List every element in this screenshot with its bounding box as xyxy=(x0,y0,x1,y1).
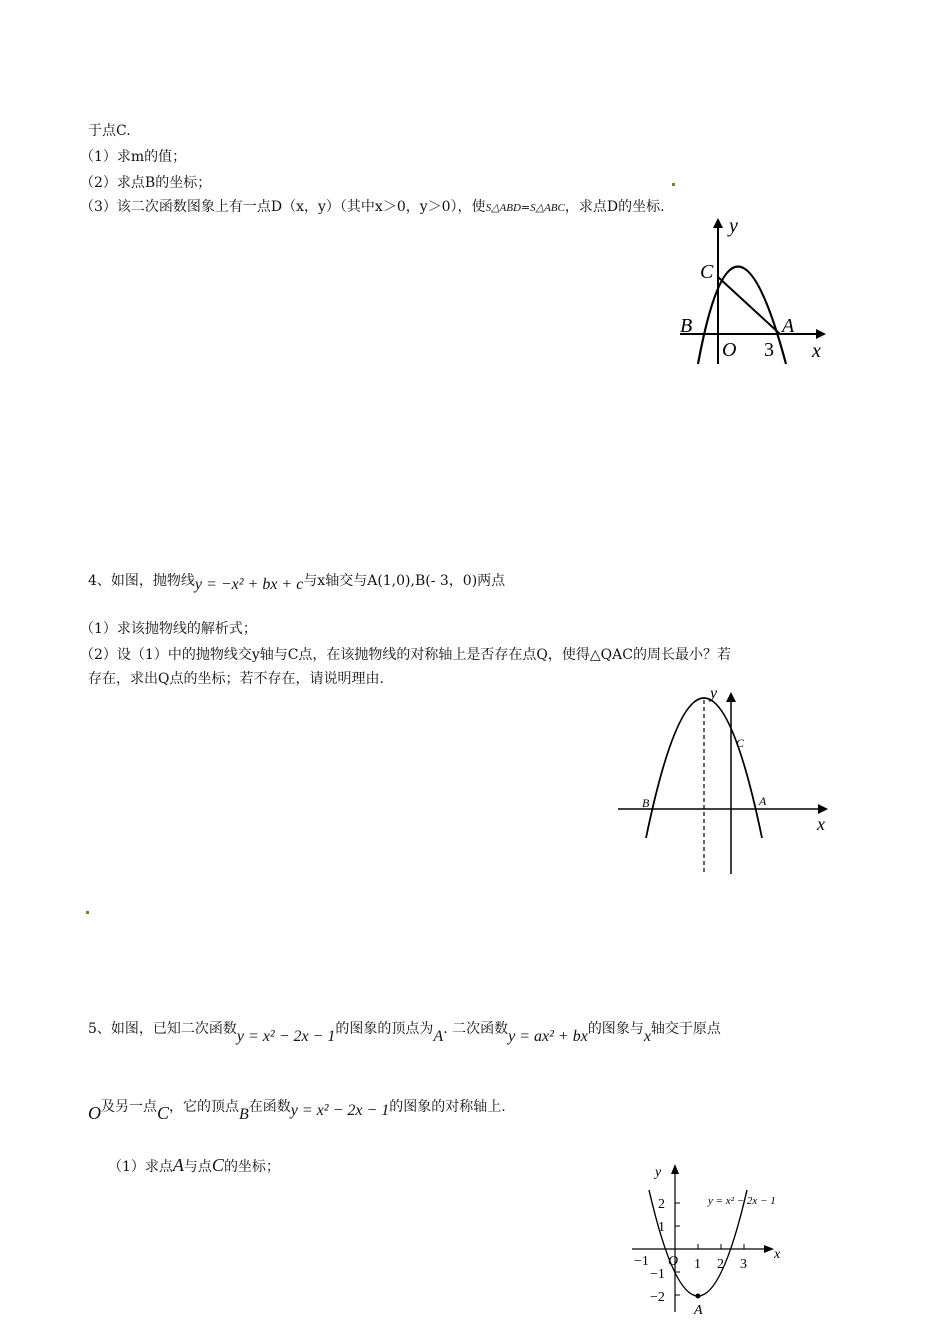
p5-text-a4: 的图象与 xyxy=(587,1021,644,1037)
fig3-x-arrow xyxy=(816,329,826,339)
p5-q1-point-c: C xyxy=(211,1155,224,1175)
fig5-ytick-label-m2: −2 xyxy=(650,1290,665,1305)
fig4-x-arrow xyxy=(818,804,828,814)
p3-q3-area-abc: S△ABC xyxy=(530,202,565,214)
p5-q1-text-a: （1）求点 xyxy=(108,1159,173,1175)
fig5-ytick-label-m1: −1 xyxy=(650,1267,665,1282)
p3-q3-eq: = xyxy=(520,201,531,214)
fig5-label-o: O xyxy=(668,1254,679,1269)
p5-question-1 xyxy=(108,1156,280,1176)
p3-question-3 xyxy=(80,198,665,217)
fig4-label-b: B xyxy=(642,796,650,810)
p5-line2 xyxy=(88,1096,506,1123)
p5-point-o: O xyxy=(88,1103,101,1123)
fig3-label-3: 3 xyxy=(764,339,774,361)
fig5-xtick-label-m1: −1 xyxy=(634,1254,649,1269)
p3-q3-text-a: （3）该二次函数图象上有一点D（x，y）（其中x＞0，y＞0），使 xyxy=(80,199,486,215)
p3-line1: 于点C. xyxy=(88,123,131,139)
fig5-x-arrow xyxy=(764,1245,774,1253)
p4-question-2-line2: 存在，求出Q点的坐标；若不存在，请说明理由. xyxy=(88,671,384,687)
decorative-dot xyxy=(672,183,675,186)
p4-intro-b: 与x轴交与A(1,0),B(- 3，0)两点 xyxy=(303,573,506,589)
p5-q1-text-c: 的坐标； xyxy=(223,1159,280,1175)
p5-text-a2: 的图象的顶点为 xyxy=(335,1021,434,1037)
figure-5 xyxy=(628,1162,798,1322)
fig4-parabola xyxy=(646,698,762,838)
fig4-y-arrow xyxy=(726,692,736,702)
figure-4 xyxy=(612,686,842,876)
p5-q1-text-b: 与点 xyxy=(183,1159,212,1175)
fig5-xtick-label-3: 3 xyxy=(740,1257,747,1272)
fig3-label-a: A xyxy=(782,315,795,337)
fig5-function-label: y = x² − 2x − 1 xyxy=(708,1195,776,1207)
p5-text-a5: 轴交于原点 xyxy=(650,1021,721,1037)
fig3-label-o: O xyxy=(722,339,737,361)
p5-text-a3: . 二次函数 xyxy=(443,1021,509,1037)
fig5-label-x: x xyxy=(774,1247,781,1262)
fig3-label-c: C xyxy=(700,261,714,283)
fig5-xtick-label-2: 2 xyxy=(717,1257,724,1272)
fig5-label-a: A xyxy=(694,1303,703,1318)
p3-question-1: （1）求m的值； xyxy=(80,149,187,165)
fig4-label-x: x xyxy=(817,814,825,834)
fig5-vertex-a xyxy=(696,1294,701,1299)
p5-q1-point-a: A xyxy=(172,1155,184,1175)
p5-formula-2: y = ax² + bx xyxy=(508,1028,588,1045)
fig4-label-a: A xyxy=(759,794,767,808)
p3-q3-area-abd: S△ABD xyxy=(485,202,521,214)
fig3-label-x: x xyxy=(812,340,821,362)
fig4-label-y: y xyxy=(710,685,718,702)
fig5-ytick-label-1: 1 xyxy=(658,1220,665,1235)
p5-text-b1: 及另一点 xyxy=(101,1099,157,1115)
p5-point-c: C xyxy=(157,1103,170,1123)
fig5-xtick-label-1: 1 xyxy=(694,1257,701,1272)
p5-text-b4: 的图象的对称轴上. xyxy=(389,1099,506,1115)
p5-point-a: A xyxy=(433,1028,444,1045)
p4-question-2-line1: （2）设（1）中的抛物线交y轴与C点，在该抛物线的对称轴上是否存在点Q，使得△QAC的周长最小？若 xyxy=(80,647,731,663)
p5-text-a1: 5、如图，已知二次函数 xyxy=(88,1021,237,1037)
p5-formula-3: y = x² − 2x − 1 xyxy=(290,1102,390,1119)
p4-intro-a: 4、如图，抛物线 xyxy=(88,573,195,589)
decorative-dot xyxy=(86,911,89,914)
p4-formula: y = −x² + bx + c xyxy=(194,576,304,593)
fig4-label-c: C xyxy=(736,736,745,750)
fig3-y-arrow xyxy=(713,218,723,228)
p5-formula-1: y = x² − 2x − 1 xyxy=(236,1028,336,1045)
fig3-label-b: B xyxy=(680,315,693,337)
p3-question-2: （2）求点B的坐标； xyxy=(80,175,212,191)
fig3-segment-ca xyxy=(718,277,780,334)
p4-question-1: （1）求该抛物线的解析式； xyxy=(80,621,257,637)
p5-line1 xyxy=(88,1020,721,1045)
p5-text-b2: ，它的顶点 xyxy=(169,1099,240,1115)
p4-intro xyxy=(88,572,506,593)
fig5-y-arrow xyxy=(671,1164,679,1174)
fig3-label-y: y xyxy=(729,215,738,237)
p3-q3-text-b: ，求点D的坐标. xyxy=(564,199,665,215)
fig5-ytick-label-2: 2 xyxy=(658,1197,665,1212)
fig5-label-y: y xyxy=(655,1165,662,1180)
figure-3 xyxy=(672,214,832,374)
p5-var-x: x xyxy=(643,1028,651,1045)
p5-point-b: B xyxy=(239,1106,249,1123)
p5-text-b3: 在函数 xyxy=(248,1099,291,1115)
